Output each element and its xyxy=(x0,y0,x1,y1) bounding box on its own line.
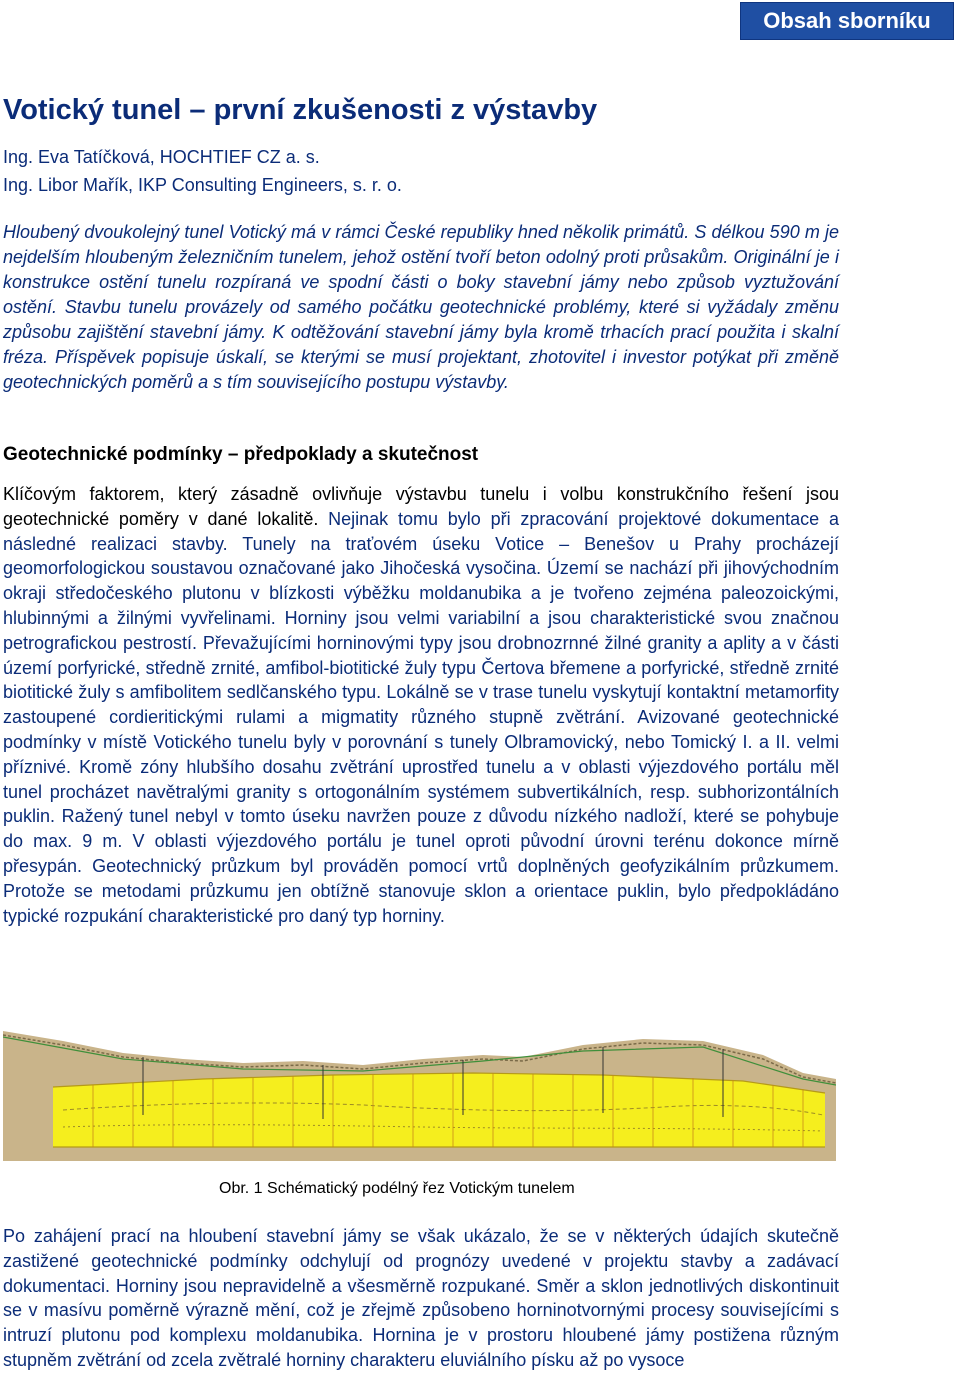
tunnel-profile-figure xyxy=(3,1015,836,1161)
closing-paragraph: Po zahájení prací na hloubení stavební jámy se však ukázalo, že se v některých údajích skutečně zastižené geotechnické podmínky odchylují od prognózy uvedené v projektu stavby a zadávací dokumentaci. Horniny jsou nepravidelně a všesměrně rozpukané. Směr a sklon jednotlivých diskontinuit se v masívu poměrně výrazně mění, což je zřejmě způsobeno horninotvornými procesy souvisejícími s intruzí plutonu pod komplexu moldanubika. Hornina je v prostoru hloubené jámy postižena různým stupněm zvětrání od zcela zvětralé horniny charakteru eluviálního písku až po vysoce xyxy=(3,1226,839,1370)
abstract: Hloubený dvoukolejný tunel Votický má v rámci České republiky hned několik primátů. S délkou 590 m je nejdelším hloubeným železničním tunelem, jehož ostění tvoří beton odolný proti průsakům. Originální je i konstrukce ostění tunelu rozpíraná ve spodní části o boky stavební jámy nebo způsob vyztužování ostění. Stavbu tunelu provázely od samého počátku geotechnické problémy, které si vyžádaly změnu způsobu zajištění stavební jámy. K odtěžování stavební jámy byla kromě trhacích prací použita i skalní fréza. Příspěvek popisuje úskalí, se kterými se musí projektant, zhotovitel i investor potýkat při změně geotechnických poměrů a s tím souvisejícího postupu výstavby. xyxy=(3,222,839,392)
lead-sentence: Klíčovým faktorem, který zásadně ovlivňuje výstavbu tunelu i volbu konstrukčního řešení jsou geotechnické poměry v dané lokalitě. xyxy=(3,484,839,529)
figure-caption: Obr. 1 Schématický podélný řez Votickým tunelem xyxy=(219,1180,575,1197)
toc-button[interactable]: Obsah sborníku xyxy=(740,2,954,40)
article-title: Votický tunel – první zkušenosti z výstavby xyxy=(3,94,598,126)
section-body: Nejinak tomu bylo při zpracování projektové dokumentace a následné realizaci stavby. Tunely na traťovém úseku Votice – Benešov u Prahy procházejí geomorfologickou soustavou označované jako Jihočeská vysočina. Území se nachází při jihovýchodním okraji středočeského plutonu v blízkosti výběžku moldanubika a je tvořeno zejména paleozoickými, hlubinnými a žilnými vyvřelinami. Horniny jsou velmi variabilní a jsou charakteristické svou značnou petrografickou pestrostí. Převažujícími horninovými typy jsou drobnozrnné žilné granity a aplity a v části území porfyrické, středně zrnité, amfibol-biotitické žuly typu Čertova břemene a porfyrické, středně zrnité biotitické žuly s amfibolitem sedlčanského typu. Lokálně se v trase tunelu vyskytují kontaktní metamorfity zastoupené cordieritickými rulami a migmatity různého stupně zvětrání. Avizované geotechnické podmínky v místě Votického tunelu byly v porovnání s tunely Olbramovický, nebo Tomický I. a II. velmi příznivé. Kromě zóny hlubšího dosahu zvětrání uprostřed tunelu a v oblasti výjezdového portálu měl tunel procházet navětralými granity s ortogonálním systémem subvertikálních, resp. subhorizontálních puklin. Ražený tunel nebyl v tomto úseku navržen pouze z důvodu nízkého nadloží, které se pohybuje do max. 9 m. V oblasti výjezdového portálu je tunel oproti původní úrovni terénu dokonce mírně přesypán. Geotechnický průzkum byl prováděn pomocí vrtů doplněných geofyzikálním průzkumem. Protože se metodami průzkumu jen obtížně stanovuje sklon a orientace puklin, bylo předpokládáno typické rozpukání charakteristické pro daný typ horniny. xyxy=(3,508,839,926)
section-paragraph xyxy=(3,482,839,928)
section-heading: Geotechnické podmínky – předpoklady a skutečnost xyxy=(3,444,479,465)
author-line-1: Ing. Eva Tatíčková, HOCHTIEF CZ a. s. xyxy=(3,147,320,167)
tunnel-profile-illustration xyxy=(3,1015,836,1161)
author-line-2: Ing. Libor Mařík, IKP Consulting Engineers, s. r. o. xyxy=(3,175,402,195)
